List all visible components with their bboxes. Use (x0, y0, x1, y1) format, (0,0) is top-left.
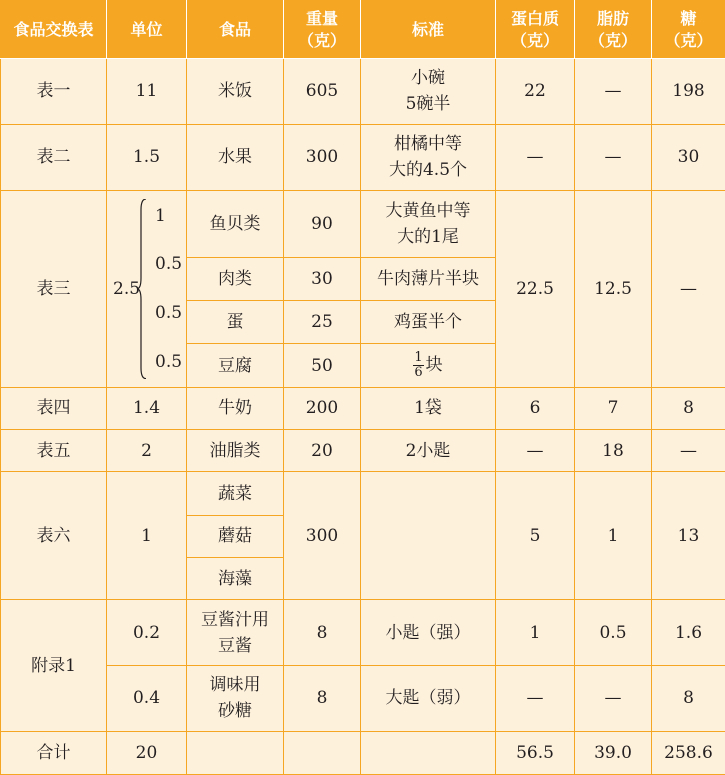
fat-cell: — (575, 59, 652, 125)
unit-cell: 0.4 (107, 666, 187, 732)
food-line-1: 调味用 (209, 675, 261, 696)
left-brace-icon (137, 199, 147, 379)
food-cell: 米饭 (187, 59, 284, 125)
standard-line-1: 小碗 (411, 68, 445, 89)
standard-suffix: 块 (425, 355, 443, 376)
sugar-cell: 13 (652, 472, 725, 600)
unit-cell: 1.4 (107, 387, 187, 429)
unit-sub-value: 0.5 (155, 352, 183, 373)
table-row (1, 59, 725, 125)
protein-cell: — (496, 124, 575, 191)
unit-sub-value: 0.5 (155, 303, 183, 324)
fraction-numerator: 1 (414, 350, 423, 366)
table-row (1, 387, 725, 429)
food-cell: 肉类 (187, 257, 284, 300)
fraction-denominator: 6 (414, 365, 423, 381)
protein-cell: 56.5 (496, 731, 575, 774)
standard-line-2: 大的1尾 (397, 226, 459, 247)
standard-line-2: 大的4.5个 (388, 160, 468, 181)
unit-total: 2.5 (113, 278, 141, 299)
food-cell (187, 600, 284, 666)
protein-cell: 22.5 (496, 191, 575, 388)
unit-sub-value: 0.5 (155, 254, 183, 275)
unit-cell: 20 (107, 731, 187, 774)
weight-cell: 200 (284, 387, 361, 429)
standard-cell: 小匙（强） (361, 600, 496, 666)
weight-cell (284, 731, 361, 774)
standard-cell (361, 731, 496, 774)
fat-cell: 7 (575, 387, 652, 429)
weight-cell: 25 (284, 301, 361, 344)
unit-cell: 11 (107, 59, 187, 125)
unit-cell: 0.2 (107, 600, 187, 666)
fat-cell: 12.5 (575, 191, 652, 388)
fat-cell: 39.0 (575, 731, 652, 774)
food-line-1: 豆酱汁用 (201, 609, 269, 630)
table-name-cell: 表三 (1, 191, 107, 388)
food-cell: 鱼贝类 (187, 191, 284, 258)
standard-cell: 1袋 (361, 387, 496, 429)
food-cell (187, 666, 284, 732)
sugar-cell: 8 (652, 666, 725, 732)
standard-cell: 鸡蛋半个 (361, 301, 496, 344)
standard-cell (361, 344, 496, 387)
header-food: 食品 (187, 1, 284, 59)
weight-cell: 8 (284, 600, 361, 666)
food-cell: 海藻 (187, 558, 284, 600)
standard-cell (361, 191, 496, 258)
header-row (1, 1, 725, 59)
sugar-cell: 198 (652, 59, 725, 125)
sugar-cell: 1.6 (652, 600, 725, 666)
weight-cell: 20 (284, 430, 361, 472)
table-name-cell: 表一 (1, 59, 107, 125)
table-row (1, 600, 725, 666)
table-name-cell: 表六 (1, 472, 107, 600)
protein-cell: 1 (496, 600, 575, 666)
weight-cell: 90 (284, 191, 361, 258)
food-cell: 油脂类 (187, 430, 284, 472)
weight-cell: 300 (284, 124, 361, 191)
standard-cell (361, 472, 496, 600)
standard-cell (361, 124, 496, 191)
food-cell (187, 731, 284, 774)
header-table: 食品交换表 (1, 1, 107, 59)
protein-cell: — (496, 430, 575, 472)
food-line-2: 豆酱 (218, 635, 252, 656)
fat-cell: — (575, 124, 652, 191)
standard-cell: 大匙（弱） (361, 666, 496, 732)
weight-cell: 50 (284, 344, 361, 387)
food-cell: 蔬菜 (187, 472, 284, 515)
food-cell: 水果 (187, 124, 284, 191)
food-cell: 蘑菇 (187, 515, 284, 557)
header-weight: 重量 （克） (284, 1, 361, 59)
sugar-cell: 258.6 (652, 731, 725, 774)
unit-cell: 1 (107, 472, 187, 600)
table-name-cell: 表五 (1, 430, 107, 472)
header-standard: 标准 (361, 1, 496, 59)
unit-sub-list (155, 191, 195, 387)
table-row (1, 472, 725, 515)
total-label: 合计 (1, 731, 107, 774)
standard-line-1: 柑橘中等 (394, 134, 462, 155)
standard-cell: 2小匙 (361, 430, 496, 472)
food-cell: 牛奶 (187, 387, 284, 429)
protein-cell: 6 (496, 387, 575, 429)
header-unit: 单位 (107, 1, 187, 59)
weight-cell: 30 (284, 257, 361, 300)
sugar-cell: — (652, 191, 725, 388)
header-sugar: 糖 （克） (652, 1, 725, 59)
protein-cell: 5 (496, 472, 575, 600)
unit-cell: 2 (107, 430, 187, 472)
weight-cell: 8 (284, 666, 361, 732)
unit-cell-composite (107, 191, 187, 388)
fat-cell: 18 (575, 430, 652, 472)
protein-cell: 22 (496, 59, 575, 125)
protein-cell: — (496, 666, 575, 732)
standard-line-1: 大黄鱼中等 (385, 200, 471, 221)
fat-cell: — (575, 666, 652, 732)
sugar-cell: 8 (652, 387, 725, 429)
table-name-cell: 附录1 (1, 600, 107, 731)
weight-cell: 300 (284, 472, 361, 600)
food-line-2: 砂糖 (218, 701, 252, 722)
weight-cell: 605 (284, 59, 361, 125)
fat-cell: 0.5 (575, 600, 652, 666)
sugar-cell: 30 (652, 124, 725, 191)
unit-cell: 1.5 (107, 124, 187, 191)
total-row (1, 731, 725, 774)
standard-line-2: 5碗半 (405, 94, 451, 115)
header-fat: 脂肪 （克） (575, 1, 652, 59)
table-row (1, 666, 725, 732)
table-name-cell: 表二 (1, 124, 107, 191)
table-row (1, 124, 725, 191)
table-row (1, 191, 725, 258)
sugar-cell: — (652, 430, 725, 472)
header-protein: 蛋白质 （克） (496, 1, 575, 59)
fat-cell: 1 (575, 472, 652, 600)
table-name-cell: 表四 (1, 387, 107, 429)
unit-sub-value: 1 (155, 205, 166, 226)
food-cell: 豆腐 (187, 344, 284, 387)
standard-cell (361, 59, 496, 125)
table-row (1, 430, 725, 472)
fraction (413, 351, 423, 380)
food-cell: 蛋 (187, 301, 284, 344)
standard-cell: 牛肉薄片半块 (361, 257, 496, 300)
